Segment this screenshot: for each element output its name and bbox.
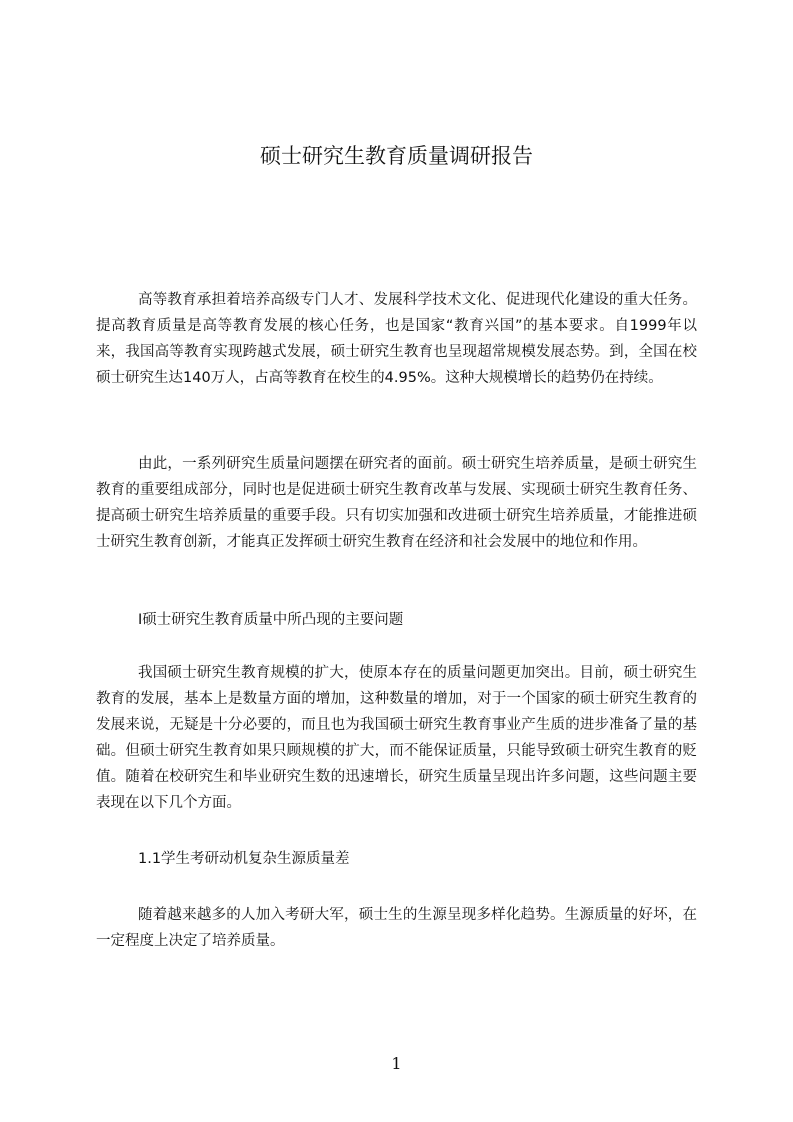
subsection-heading: 1.1学生考研动机复杂生源质量差 [138, 851, 350, 867]
paragraph-student-sources: 随着越来越多的人加入考研大军，硕士生的生源呈现多样化趋势。生源质量的好坏，在一定程度上决定了培养质量。 [96, 907, 697, 949]
document-title: 硕士研究生教育质量调研报告 [260, 144, 533, 168]
paragraph-intro: 高等教育承担着培养高级专门人才、发展科学技术文化、促进现代化建设的重大任务。提高教育质量是高等教育发展的核心任务，也是国家“教育兴国”的基本要求。自1999年以来，我国高等教育实现跨越式发展，硕士研究生教育也呈现超常规模发展态势。到，全国在校硕士研究生达140万人，占高等教育在校生的4.95%。这种大规模增长的趋势仍在持续。 [96, 292, 697, 386]
section-heading: Ⅰ硕士研究生教育质量中所凸现的主要问题 [138, 612, 404, 628]
page-number: 1 [391, 1054, 402, 1073]
paragraph-scale-expansion: 我国硕士研究生教育规模的扩大，使原本存在的质量问题更加突出。目前，硕士研究生教育的发展，基本上是数量方面的增加，这种数量的增加，对于一个国家的硕士研究生教育的发展来说，无疑是十分必要的，而且也为我国硕士研究生教育事业产生质的进步准备了量的基础。但硕士研究生教育如果只顾规模的扩大，而不能保证质量，只能导致硕士研究生教育的贬值。随着在校研究生和毕业研究生数的迅速增长，研究生质量呈现出许多问题，这些问题主要表现在以下几个方面。 [96, 665, 697, 811]
paragraph-problem-statement: 由此，一系列研究生质量问题摆在研究者的面前。硕士研究生培养质量，是硕士研究生教育的重要组成部分，同时也是促进硕士研究生教育改革与发展、实现硕士研究生教育任务、提高硕士研究生培养质量的重要手段。只有切实加强和改进硕士研究生培养质量，才能推进硕士研究生教育创新，才能真正发挥硕士研究生教育在经济和社会发展中的地位和作用。 [96, 456, 697, 550]
